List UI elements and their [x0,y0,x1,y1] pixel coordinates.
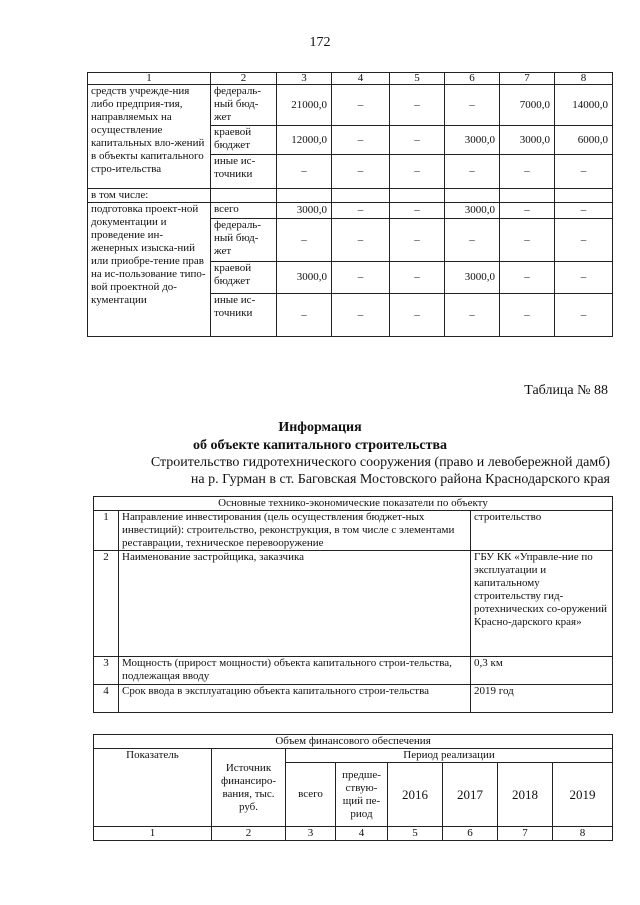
value-cell: 3000,0 [445,262,500,294]
table-row [88,85,613,126]
value-cell: – [555,203,613,219]
source-cell: федераль-ный бюд-жет [211,219,277,262]
col-num: 4 [336,827,388,841]
column-number-row [94,827,613,841]
value-cell: – [390,219,445,262]
value-cell: – [390,203,445,219]
indicators-table [93,496,613,713]
value-cell: 7000,0 [500,85,555,126]
row-number: 3 [94,657,119,685]
financing-table-continuation [87,72,613,337]
year-header: 2016 [388,763,443,827]
source-cell: иные ис-точники [211,155,277,189]
col-num: 1 [94,827,212,841]
value-cell: – [445,219,500,262]
value-cell: 14000,0 [555,85,613,126]
page-number: 172 [309,35,331,50]
source-cell: всего [211,203,277,219]
value-cell: 3000,0 [445,203,500,219]
value-cell: 3000,0 [500,126,555,155]
col-num: 3 [286,827,336,841]
col-num: 8 [555,73,613,85]
table-header: Объем финансового обеспечения [94,735,613,749]
value-cell: – [555,219,613,262]
value-cell: – [500,219,555,262]
value-cell: – [445,155,500,189]
doc-title: Информация [278,420,362,435]
value-cell: – [555,294,613,337]
year-header: 2017 [443,763,498,827]
value-cell: – [555,155,613,189]
indicator-name: Срок ввода в эксплуатацию объекта капитального строи-тельства [119,685,471,713]
value-cell: – [332,155,390,189]
value-cell: – [500,262,555,294]
total-header: всего [286,763,336,827]
value-cell: – [277,294,332,337]
column-number-row [88,73,613,85]
source-cell: федераль-ный бюд-жет [211,85,277,126]
col-num: 3 [277,73,332,85]
table-row [88,189,613,203]
value-cell: – [332,262,390,294]
table-row [94,511,613,551]
value-cell: – [390,85,445,126]
row-number: 2 [94,551,119,657]
col-num: 2 [211,73,277,85]
col-num: 2 [212,827,286,841]
col-num: 4 [332,73,390,85]
source-cell: краевой бюджет [211,126,277,155]
value-cell: – [555,262,613,294]
period-header: Период реализации [286,749,613,763]
value-cell: – [332,126,390,155]
table-header-row [94,497,613,511]
value-cell: 6000,0 [555,126,613,155]
value-cell: – [332,294,390,337]
indicator-name: Направление инвестирования (цель осуществления бюджет-ных инвестиций): строительство, реконструкция, в том числе с элементами реставрации, техническое перевооружение [119,511,471,551]
value-cell: – [390,262,445,294]
row-label: в том числе: [88,189,211,203]
value-cell: – [332,85,390,126]
table-header-row [94,749,613,763]
row-label: подготовка проект-ной документации и проведение ин-женерных изыска-ний или приобре-тение прав на ис-пользование типо-вой проектной до-кументации [88,203,211,337]
value-cell: 3000,0 [277,262,332,294]
table-row [88,203,613,219]
value-cell: 12000,0 [277,126,332,155]
value-cell: 3000,0 [277,203,332,219]
indicator-name: Наименование застройщика, заказчика [119,551,471,657]
value-cell: 21000,0 [277,85,332,126]
indicator-name: Мощность (прирост мощности) объекта капитального строи-тельства, подлежащая вводу [119,657,471,685]
value-cell: – [332,203,390,219]
prev-period-header: предше-ствую-щий пе-риод [336,763,388,827]
row-number: 1 [94,511,119,551]
value-cell: – [500,294,555,337]
table-row [94,551,613,657]
object-name-line2: на р. Гурман в ст. Баговская Мостовского района Краснодарского края [190,472,610,487]
row-label: средств учрежде-ния либо предприя-тия, направляемых на осуществление капитальных вло-жений в объекты капитального стро-ительства [88,85,211,189]
financing-volume-table [93,734,613,841]
col-num: 7 [500,73,555,85]
indicator-value: 2019 год [471,685,613,713]
indicator-value: ГБУ КК «Управле-ние по эксплуатации и капитальному строительству гид-ротехнических со-оружений Красно-дарского края» [471,551,613,657]
year-header: 2018 [498,763,553,827]
source-header: Источник финансиро-вания, тыс. руб. [212,749,286,827]
object-name-line1: Строительство гидротехнического сооружения (право и левобережной дамб) [150,455,610,470]
year-header: 2019 [553,763,613,827]
value-cell: – [390,294,445,337]
col-num: 5 [388,827,443,841]
value-cell: – [445,294,500,337]
table-header-row [94,735,613,749]
doc-title-sub: об объекте капитального строительства [192,438,448,453]
value-cell: – [390,126,445,155]
col-num: 5 [390,73,445,85]
table-row [94,657,613,685]
col-num: 1 [88,73,211,85]
indicator-value: 0,3 км [471,657,613,685]
value-cell: – [500,155,555,189]
col-num: 7 [498,827,553,841]
table-row [94,685,613,713]
value-cell: – [500,203,555,219]
row-number: 4 [94,685,119,713]
source-cell: иные ис-точники [211,294,277,337]
value-cell: – [277,155,332,189]
value-cell: – [332,219,390,262]
value-cell: 3000,0 [445,126,500,155]
value-cell: – [445,85,500,126]
table-header: Основные технико-экономические показатели по объекту [94,497,613,511]
source-cell: краевой бюджет [211,262,277,294]
value-cell: – [277,219,332,262]
indicator-value: строительство [471,511,613,551]
col-num: 6 [443,827,498,841]
table-number: Таблица № 88 [524,383,608,398]
col-num: 6 [445,73,500,85]
col-num: 8 [553,827,613,841]
indicator-header: Показатель [94,749,212,827]
value-cell: – [390,155,445,189]
